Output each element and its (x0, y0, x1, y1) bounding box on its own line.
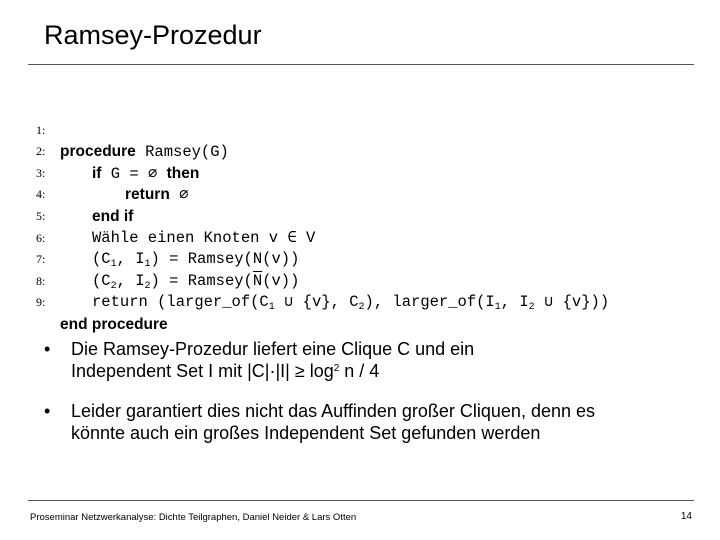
bullet-text: Leider garantiert dies nicht das Auffinden großer Cliquen, denn es (71, 401, 596, 421)
code-text: return (larger_of(C (92, 293, 269, 312)
keyword: return (125, 186, 170, 204)
code-text: (C (92, 250, 111, 269)
bullet-item (44, 400, 684, 444)
keyword: end if (92, 207, 134, 225)
code-line-1 (36, 98, 706, 162)
keyword: then (166, 164, 200, 182)
code-text: , I (116, 271, 145, 290)
line-number: 4: (36, 187, 46, 202)
line-number: 6: (36, 230, 46, 245)
bullet-marker: • (44, 401, 51, 421)
subscript: 1 (494, 302, 501, 314)
footer-text: Proseminar Netzwerkanalyse: Dichte Teilgraphen, Daniel Neider & Lars Otten (30, 512, 357, 523)
line-number: 8: (36, 273, 46, 288)
bullet-item (44, 338, 684, 382)
code-text: (C (92, 271, 111, 290)
code-text: Wähle einen Knoten v ∈ V (92, 228, 316, 247)
code-text: G = ∅ (101, 164, 167, 183)
complement-n: $\overline{N}$ (252, 271, 263, 290)
code-text: , I (500, 293, 529, 312)
subscript: 2 (144, 280, 151, 292)
footer-divider (28, 500, 694, 501)
line-number: 7: (36, 252, 46, 267)
line-number: 9: (36, 295, 46, 310)
line-number: 1: (36, 122, 46, 137)
code-text: ) = Ramsey(N(v)) (150, 250, 300, 269)
code-text: , I (116, 250, 145, 269)
bullet-marker: • (44, 339, 51, 359)
superscript: 2 (333, 363, 340, 374)
subscript: 2 (358, 302, 365, 314)
line-number: 3: (36, 165, 46, 180)
code-text: ) = Ramsey( (150, 271, 253, 290)
title-divider (28, 64, 694, 65)
keyword: end procedure (60, 315, 168, 333)
slide-title: Ramsey-Prozedur (44, 20, 262, 50)
page-number: 14 (680, 511, 692, 522)
code-text: ), larger_of(I (364, 293, 495, 312)
code-text: ∅ (169, 186, 189, 205)
bullet-text-line2: könnte auch ein großes Independent Set gefunden werden (71, 423, 541, 443)
line-number: 2: (36, 144, 46, 159)
code-text: Ramsey(G) (135, 143, 229, 162)
bullet-text-line2: Independent Set I mit $|C|\cdot|I| \ge \log^2 n / 4$ (71, 361, 380, 381)
bullet-list (44, 338, 684, 462)
bullet-text: Die Ramsey-Prozedur liefert eine Clique C und ein (71, 339, 475, 359)
subscript: 2 (110, 280, 117, 292)
code-text: (v)) (262, 271, 300, 290)
code-text: ∪ {v})) (534, 293, 610, 312)
pseudocode-block (36, 98, 706, 333)
subscript: 1 (110, 259, 117, 271)
line-number: 5: (36, 208, 46, 223)
code-text: ∪ {v}, C (274, 293, 359, 312)
keyword: procedure (60, 143, 136, 161)
subscript: 1 (144, 259, 151, 271)
subscript: 2 (528, 302, 535, 314)
keyword: if (92, 164, 102, 182)
subscript: 1 (268, 302, 275, 314)
